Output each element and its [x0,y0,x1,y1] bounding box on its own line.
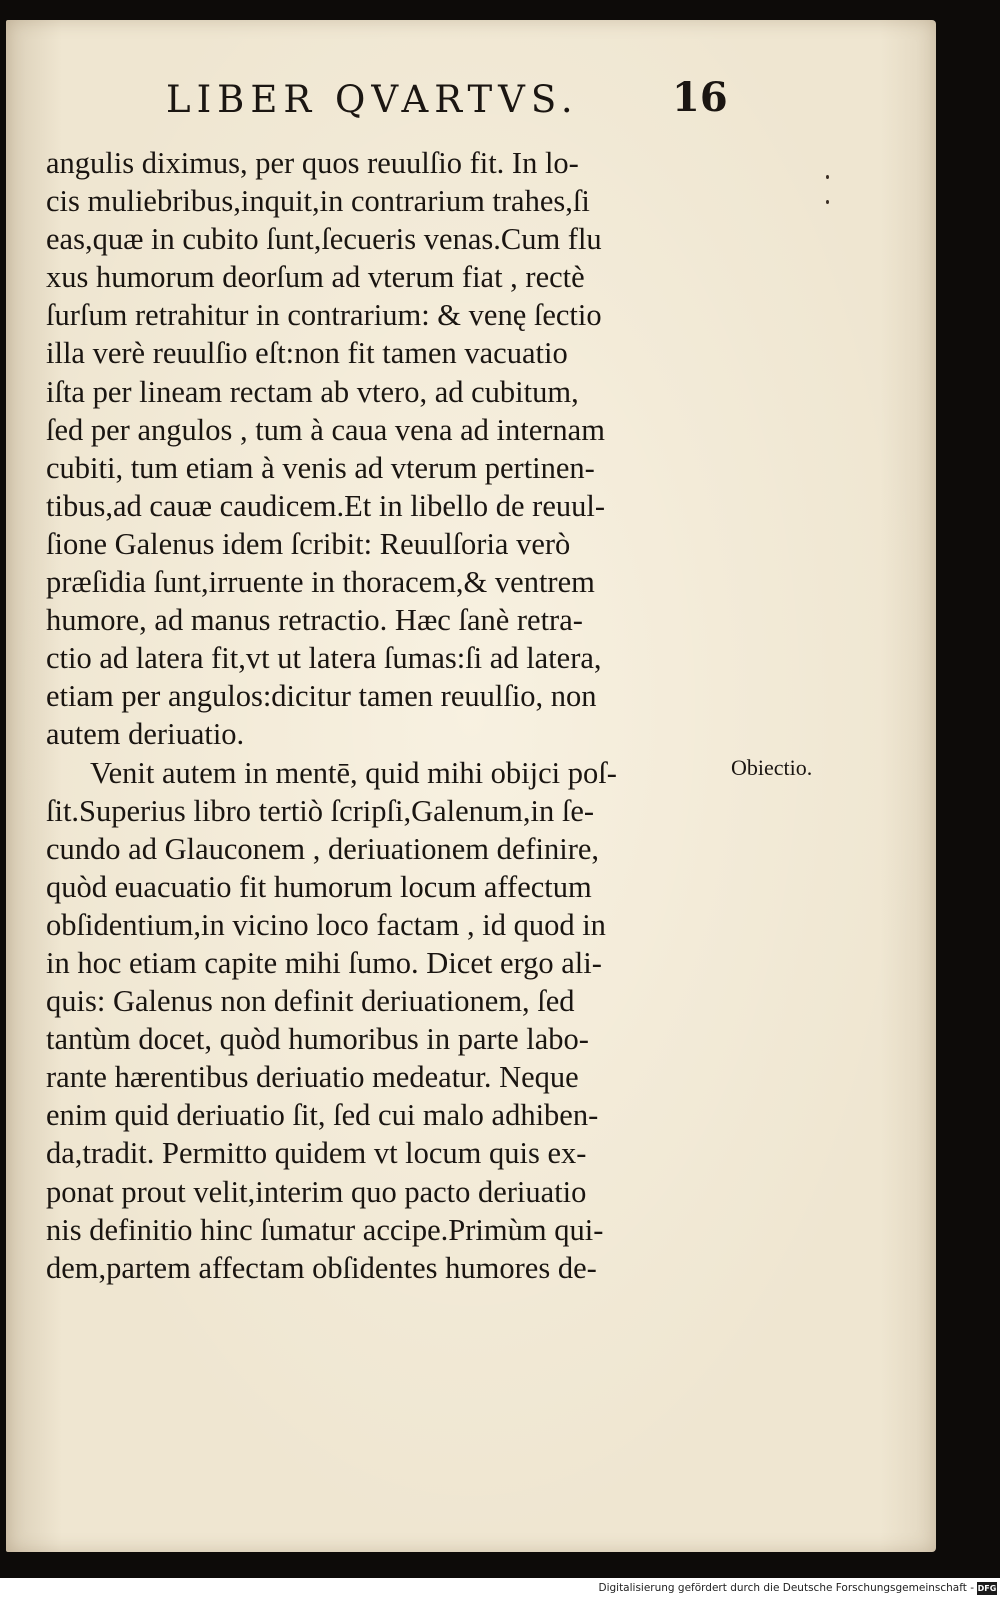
text-line: quòd euacuatio fit humorum locum affectum [46,869,592,904]
text-line: iſta per lineam rectam ab vtero, ad cubitum, [46,374,579,409]
book-page [6,20,936,1552]
text-line: ſurſum retrahitur in contrarium: & venę ſectio [46,298,602,333]
body-text [46,144,726,1287]
text-line: enim quid deriuatio ſit, ſed cui malo adhiben- [46,1098,599,1133]
text-line: nis definitio hinc ſumatur accipe.Primùm qui- [46,1212,604,1247]
text-line: tibus,ad cauæ caudicem.Et in libello de reuul- [46,488,605,523]
paragraph-first-line: Venit autem in mentē, quid mihi obijci poſ- [90,755,617,790]
text-line: ponat prout velit,interim quo pacto deriuatio [46,1174,587,1209]
text-line: tantùm docet, quòd humoribus in parte labo- [46,1022,589,1057]
text-line: eas,quæ in cubito ſunt,ſecueris venas.Cum flu [46,222,602,257]
text-line: in hoc etiam capite mihi ſumo. Dicet ergo ali- [46,945,602,980]
text-line: præſidia ſunt,irruente in thoracem,& ventrem [46,565,595,600]
running-title: LIBER QVARTVS. [166,78,579,121]
ink-speck [826,200,829,204]
dfg-logo: DFG [977,1584,997,1593]
funding-credit: Digitalisierung gefördert durch die Deutsche Forschungsgemeinschaft - [598,1582,974,1594]
text-line: angulis diximus, per quos reuulſio fit. In lo- [46,146,579,180]
text-line: cubiti, tum etiam à venis ad vterum pertinen- [46,450,595,485]
text-line: rante hærentibus deriuatio medeatur. Neque [46,1060,579,1095]
text-line: da,tradit. Permitto quidem vt locum quis ex- [46,1136,587,1171]
text-line: autem deriuatio. [46,717,245,752]
ink-speck [826,175,829,179]
text-line: obſidentium,in vicino loco factam , id quod in [46,907,606,942]
text-line: quis: Galenus non definit deriuationem, ſed [46,984,575,1019]
text-line: ctio ad latera fit,vt ut latera ſumas:ſi ad latera, [46,641,602,676]
text-line: ſit.Superius libro tertiò ſcripſi,Galenum,in ſe- [46,793,595,828]
text-line: ſione Galenus idem ſcribit: Reuulſoria verò [46,526,571,561]
text-line: xus humorum deorſum ad vterum fiat , rectè [46,260,585,295]
text-line: humore, ad manus retractio. Hæc ſanè retra- [46,603,583,638]
text-line: cis muliebribus,inquit,in contrarium trahes,ſi [46,184,590,219]
text-line: ſed per angulos , tum à caua vena ad internam [46,412,605,447]
text-line: etiam per angulos:dicitur tamen reuulſio, non [46,679,597,714]
text-line: dem,partem affectam obſidentes humores de- [46,1250,597,1285]
text-line: illa verè reuulſio eſt:non fit tamen vacuatio [46,336,568,371]
marginal-note: Obiectio. [731,755,813,780]
running-head [6,74,936,128]
folio-number: 16 [672,74,728,121]
text-line: cundo ad Glauconem , deriuationem definire, [46,831,600,866]
